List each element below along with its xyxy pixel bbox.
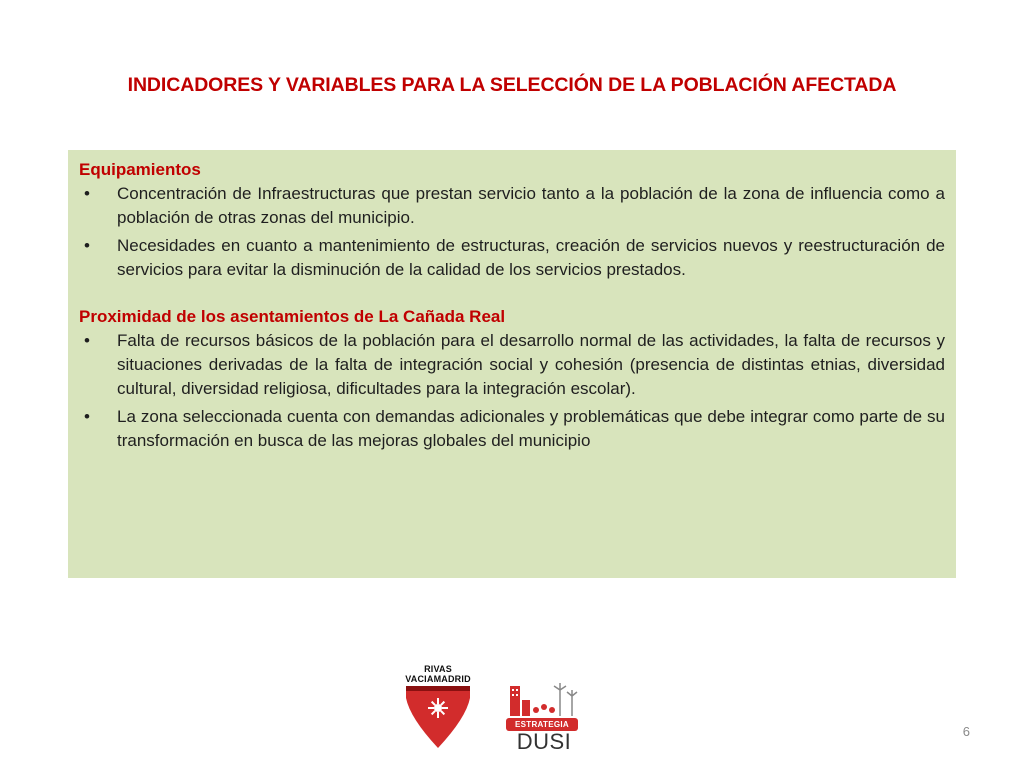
- bullet-list-proximidad: [79, 329, 945, 453]
- bullet-text: Concentración de Infraestructuras que prestan servicio tanto a la población de la zona de influencia como a población de otras zonas del municipio.: [117, 184, 945, 227]
- dusi-word: DUSI: [516, 729, 572, 754]
- list-item: [79, 182, 945, 230]
- rivas-logo-line2: VACIAMADRID: [405, 674, 471, 684]
- bullet-icon: •: [84, 407, 90, 426]
- dusi-banner-text: ESTRATEGIA: [506, 718, 578, 731]
- list-item: [79, 405, 945, 453]
- city-skyline-icon: [504, 680, 584, 720]
- bullet-text: Necesidades en cuanto a mantenimiento de estructuras, creación de servicios nuevos y reestructuración de servicios para evitar la disminución de la calidad de los servicios prestados.: [117, 236, 945, 279]
- footer-logos: [400, 664, 590, 754]
- list-item: [79, 329, 945, 401]
- content-box: [68, 150, 956, 578]
- slide-title: INDICADORES Y VARIABLES PARA LA SELECCIÓN DE LA POBLACIÓN AFECTADA: [127, 74, 897, 96]
- rivas-vaciamadrid-logo: [400, 664, 476, 752]
- bullet-icon: •: [84, 331, 90, 350]
- rivas-logo-line1: RIVAS: [424, 664, 452, 674]
- bullet-list-equipamientos: [79, 182, 945, 282]
- section-heading-proximidad: Proximidad de los asentamientos de La Cañada Real: [79, 307, 506, 326]
- bullet-text: Falta de recursos básicos de la población para el desarrollo normal de las actividades, la falta de recursos y situaciones derivadas de la falta de integración social y cohesión (presencia de distintas etnias, diversidad cultural, diversidad religiosa, dificultades para la integración escolar).: [117, 331, 945, 398]
- bullet-text: La zona seleccionada cuenta con demandas adicionales y problemáticas que debe integrar como parte de su transformación en busca de las mejoras globales del municipio: [117, 407, 945, 450]
- estrategia-dusi-logo: [504, 680, 584, 752]
- page-number: 6: [962, 724, 970, 739]
- bullet-icon: •: [84, 236, 90, 255]
- rivas-shield-icon: [400, 684, 476, 750]
- bullet-icon: •: [84, 184, 90, 203]
- list-item: [79, 234, 945, 282]
- section-heading-equipamientos: Equipamientos: [79, 160, 201, 179]
